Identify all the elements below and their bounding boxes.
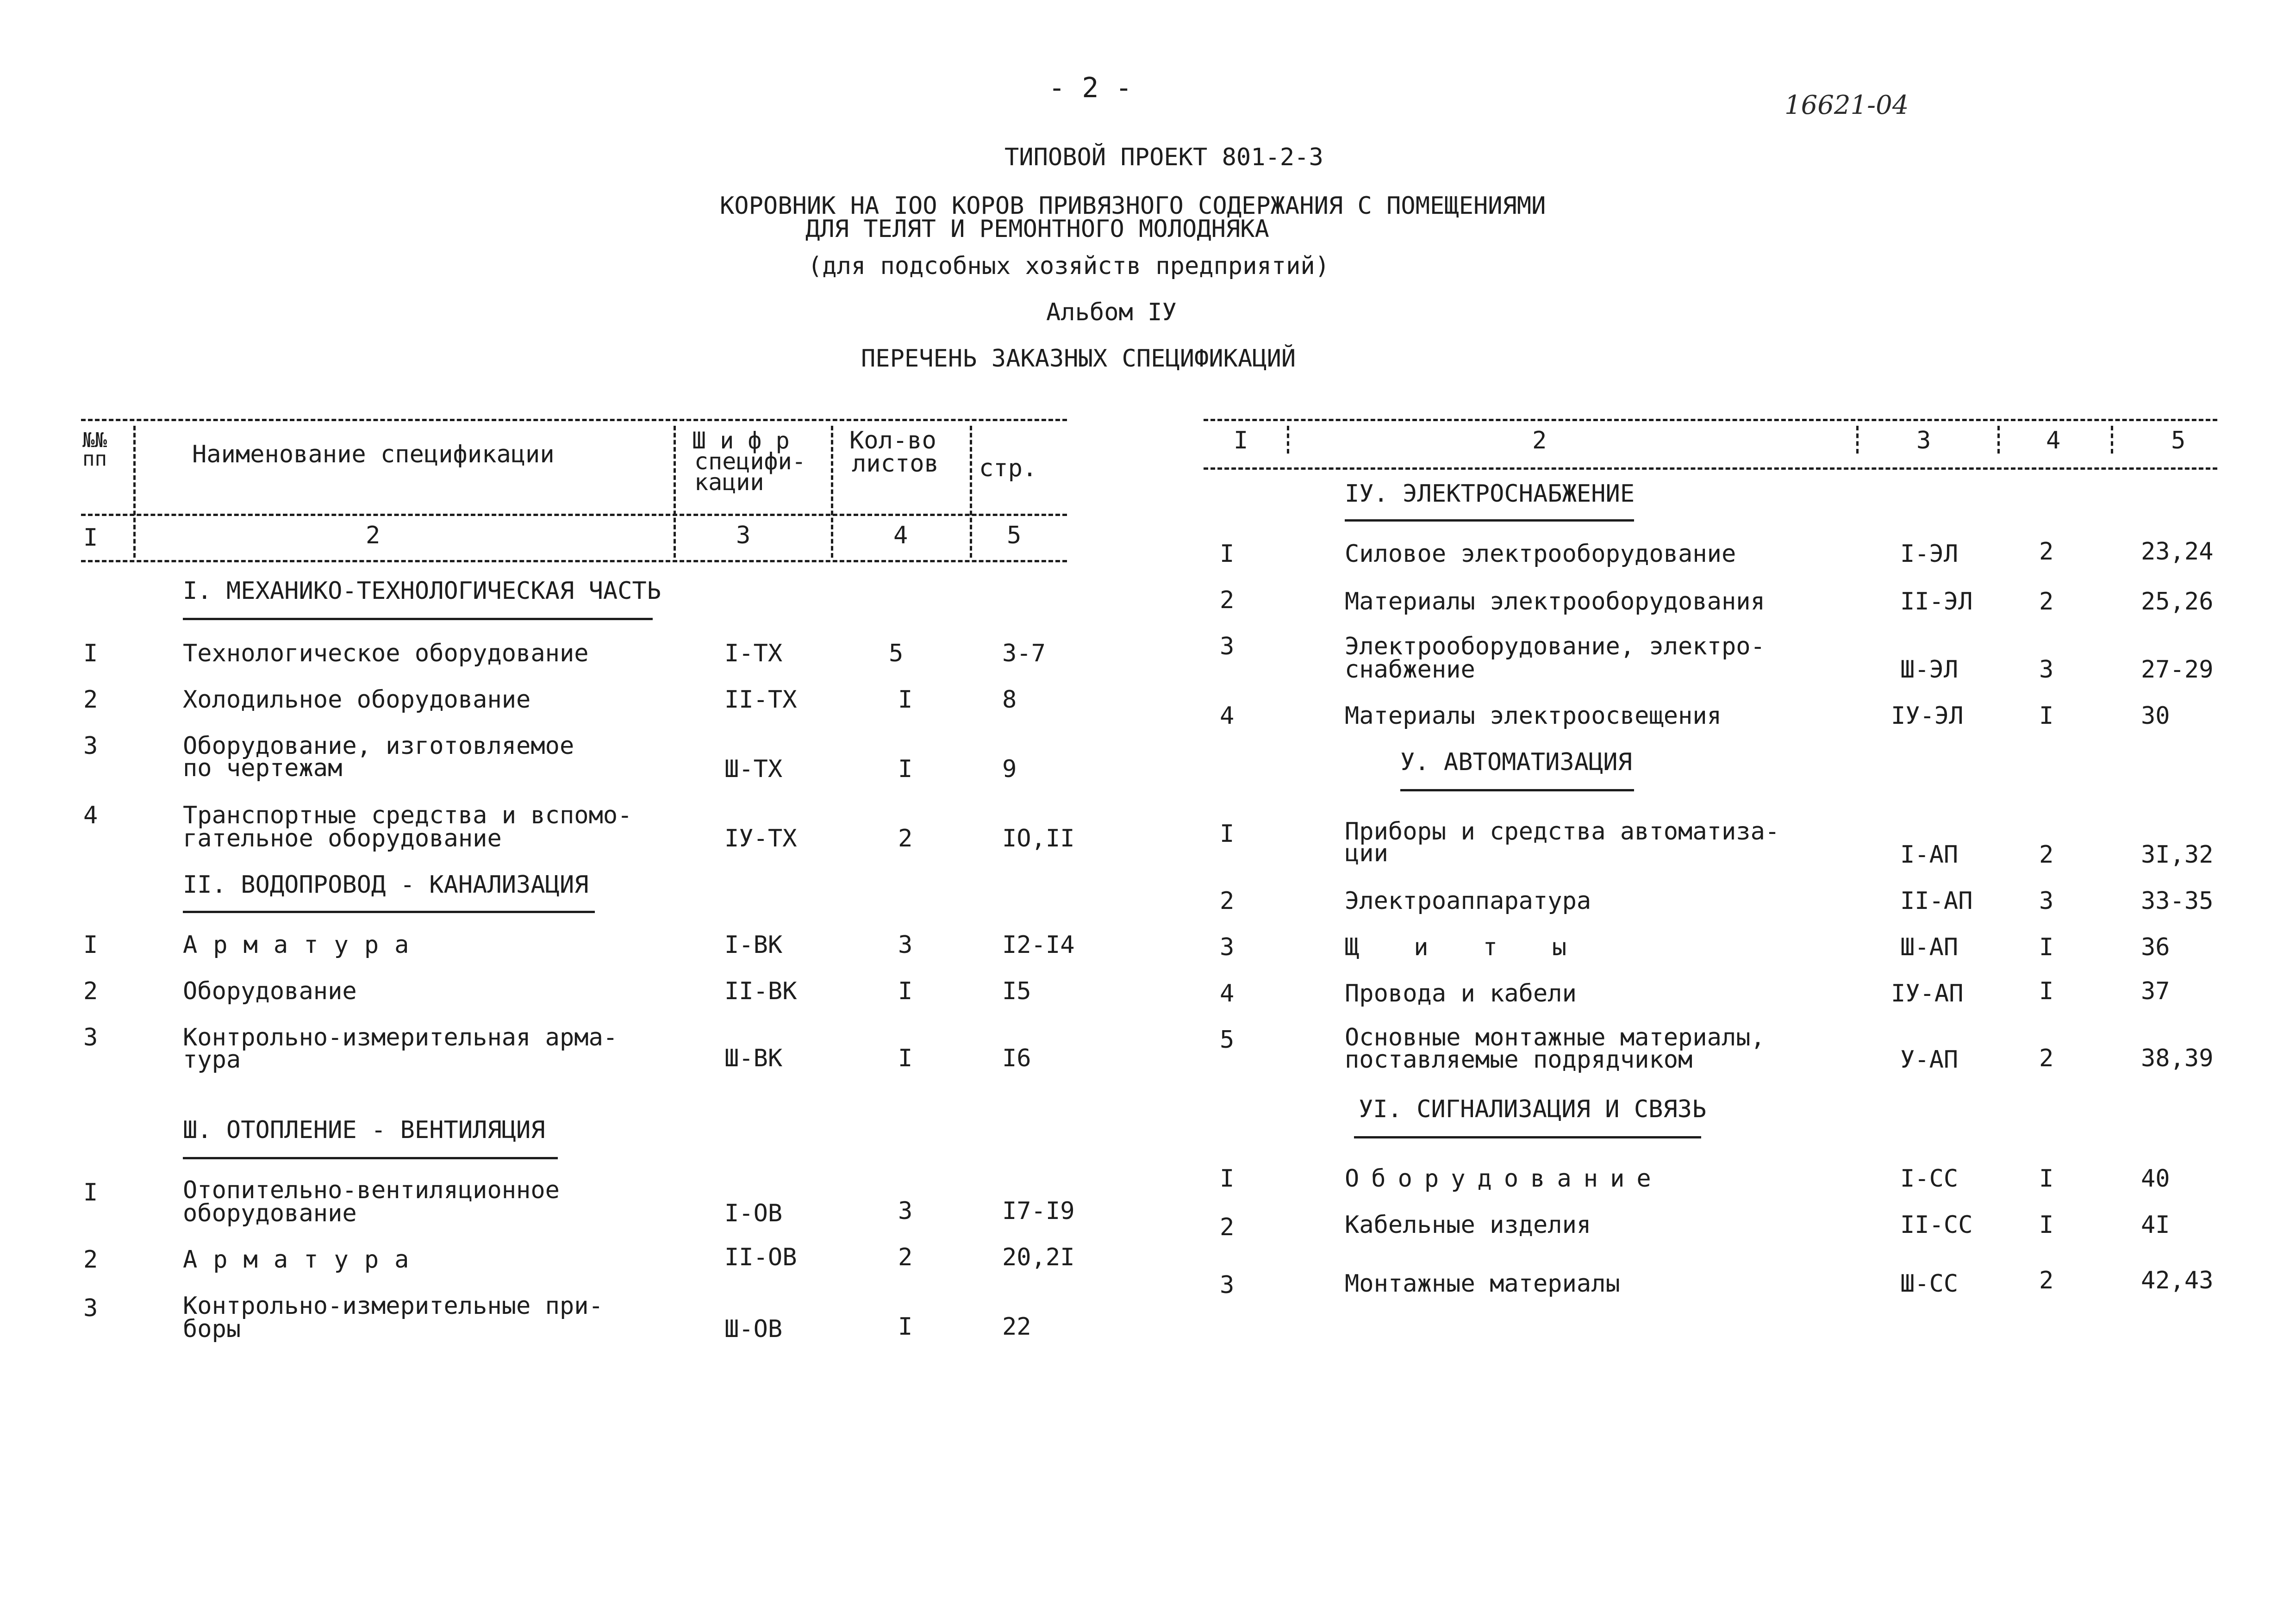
- row-no: 3: [1220, 1271, 1235, 1299]
- row-code: IУ-АП: [1891, 980, 1964, 1007]
- header-num-4: 4: [893, 522, 908, 549]
- header-col3-line1: Ш и ф р: [692, 427, 790, 454]
- row-name: Оборудование, изготовляемое: [183, 732, 574, 760]
- row-sheets: 2: [2039, 841, 2054, 869]
- row-sheets: I: [2039, 1211, 2054, 1239]
- row-sheets: 3: [898, 1197, 913, 1225]
- row-name: Контрольно-измерительные при-: [183, 1292, 603, 1320]
- row-sheets: 2: [2039, 588, 2054, 616]
- row-pages: 27-29: [2141, 656, 2214, 684]
- row-pages: 42,43: [2141, 1267, 2214, 1294]
- header-num-3: 3: [1916, 427, 1931, 454]
- row-pages: IO,II: [1002, 825, 1075, 852]
- header-col2: Наименование спецификации: [192, 441, 555, 468]
- title-line-2: ДЛЯ ТЕЛЯТ И РЕМОНТНОГО МОЛОДНЯКА: [805, 215, 1269, 243]
- row-sheets: I: [2039, 977, 2054, 1005]
- row-pages: 9: [1002, 755, 1017, 783]
- row-sheets: 2: [2039, 538, 2054, 566]
- header-rule: [1204, 419, 2217, 421]
- row-pages: 3-7: [1002, 640, 1046, 667]
- row-code: II-ЭЛ: [1900, 588, 1973, 616]
- row-name: Холодильное оборудование: [183, 686, 531, 714]
- row-code: II-АП: [1900, 887, 1973, 915]
- row-sheets: I: [898, 686, 913, 714]
- column-divider: [1997, 426, 2000, 454]
- row-sheets: I: [2039, 702, 2054, 730]
- row-no: 2: [1220, 1213, 1235, 1241]
- row-code: У-АП: [1900, 1046, 1959, 1074]
- row-name-cont: гательное оборудование: [183, 825, 502, 852]
- row-code: Ш-ОВ: [724, 1315, 783, 1343]
- header-col3-line2: специфи-: [694, 448, 806, 475]
- row-sheets: I: [898, 1045, 913, 1072]
- header-num-5: 5: [2171, 427, 2186, 454]
- row-no: 2: [1220, 887, 1235, 915]
- row-pages: I6: [1002, 1045, 1031, 1072]
- row-code: I-CC: [1900, 1165, 1959, 1193]
- row-pages: I5: [1002, 977, 1031, 1005]
- row-name-cont: оборудование: [183, 1200, 357, 1227]
- row-sheets: I: [898, 1313, 913, 1341]
- row-name-cont: боры: [183, 1315, 241, 1343]
- row-name: Оборудование: [1345, 1165, 1663, 1193]
- row-pages: 25,26: [2141, 588, 2214, 616]
- row-name: Арматура: [183, 931, 425, 959]
- row-no: 3: [1220, 933, 1235, 961]
- row-pages: 8: [1002, 686, 1017, 714]
- header-rule: [81, 514, 1067, 516]
- header-num-4: 4: [2046, 427, 2061, 454]
- row-name-cont: снабжение: [1345, 656, 1475, 684]
- header-num-2: 2: [366, 522, 381, 549]
- row-pages: 3I,32: [2141, 841, 2214, 869]
- section-underline: [1400, 789, 1634, 791]
- row-code: I-BK: [724, 931, 783, 959]
- row-pages: 37: [2141, 977, 2170, 1005]
- column-divider: [1856, 426, 1859, 454]
- row-no: 4: [1220, 980, 1235, 1007]
- row-no: 2: [1220, 586, 1235, 614]
- row-name: Оборудование: [183, 977, 357, 1005]
- header-num-1: I: [1234, 427, 1248, 454]
- section-title: II. ВОДОПРОВОД - КАНАЛИЗАЦИЯ: [183, 871, 589, 899]
- row-pages: I2-I4: [1002, 931, 1075, 959]
- row-code: Ш-ВК: [724, 1045, 783, 1072]
- section-underline: [1345, 519, 1634, 522]
- row-pages: 30: [2141, 702, 2170, 730]
- column-divider: [2111, 426, 2113, 454]
- row-code: IУ-ЭЛ: [1891, 702, 1964, 730]
- column-divider: [970, 426, 972, 558]
- row-name-cont: поставляемые подрядчиком: [1345, 1046, 1693, 1074]
- row-code: II-OB: [724, 1244, 797, 1271]
- header-num-1: I: [83, 524, 98, 552]
- header-col1-line1: №№: [82, 429, 107, 452]
- row-pages: 40: [2141, 1165, 2170, 1193]
- row-sheets: 2: [898, 1244, 913, 1271]
- section-title: У. АВТОМАТИЗАЦИЯ: [1400, 748, 1632, 776]
- row-no: I: [83, 640, 98, 667]
- row-no: I: [1220, 820, 1235, 848]
- row-name-cont: тура: [183, 1046, 241, 1074]
- row-sheets: I: [2039, 933, 2054, 961]
- row-code: I-TX: [724, 640, 783, 667]
- row-name: Отопительно-вентиляционное: [183, 1176, 560, 1204]
- row-no: 3: [1220, 633, 1235, 660]
- row-pages: 36: [2141, 933, 2170, 961]
- section-title: IУ. ЭЛЕКТРОСНАБЖЕНИЕ: [1345, 480, 1635, 508]
- row-pages: 22: [1002, 1313, 1031, 1341]
- section-title: УI. СИГНАЛИЗАЦИЯ И СВЯЗЬ: [1359, 1095, 1707, 1123]
- row-name: Технологическое оборудование: [183, 640, 589, 667]
- row-code: Ш-ЭЛ: [1900, 656, 1959, 684]
- row-no: 2: [83, 977, 98, 1005]
- row-sheets: 5: [889, 640, 904, 667]
- row-name: Арматура: [183, 1246, 425, 1274]
- header-col3-line3: кации: [694, 469, 764, 496]
- row-name-cont: ции: [1345, 839, 1388, 867]
- row-pages: 33-35: [2141, 887, 2214, 915]
- row-name: Материалы электроосвещения: [1345, 702, 1722, 730]
- row-name: Контрольно-измерительная арма-: [183, 1024, 618, 1051]
- row-code: I-ЭЛ: [1900, 540, 1959, 568]
- row-no: I: [83, 931, 98, 959]
- header-num-5: 5: [1007, 522, 1022, 549]
- row-code: IУ-ТХ: [724, 825, 797, 852]
- row-no: 4: [1220, 702, 1235, 730]
- section-title: I. МЕХАНИКО-ТЕХНОЛОГИЧЕСКАЯ ЧАСТЬ: [183, 577, 661, 605]
- header-rule: [81, 419, 1067, 421]
- row-no: 5: [1220, 1026, 1235, 1054]
- row-sheets: 3: [898, 931, 913, 959]
- row-no: I: [1220, 1165, 1235, 1193]
- row-sheets: 2: [2039, 1045, 2054, 1072]
- row-sheets: I: [898, 977, 913, 1005]
- section-underline: [183, 1157, 558, 1159]
- row-sheets: I: [2039, 1165, 2054, 1193]
- row-pages: I7-I9: [1002, 1197, 1075, 1225]
- header-col4-line1: Кол-во: [849, 427, 936, 454]
- row-no: 4: [83, 802, 98, 829]
- row-name: Транспортные средства и вспомо-: [183, 802, 632, 829]
- row-code: I-OB: [724, 1200, 783, 1227]
- row-name: Монтажные материалы: [1345, 1270, 1620, 1298]
- row-sheets: 2: [898, 825, 913, 852]
- page-number: - 2 -: [1048, 72, 1132, 104]
- row-name: Кабельные изделия: [1345, 1211, 1591, 1239]
- row-code: I-АП: [1900, 841, 1959, 869]
- row-no: I: [1220, 540, 1235, 568]
- row-no: I: [83, 1179, 98, 1206]
- row-name-cont: по чертежам: [183, 754, 343, 782]
- header-rule: [1204, 467, 2217, 470]
- header-rule: [81, 560, 1067, 562]
- project-line: ТИПОВОЙ ПРОЕКТ 801-2-3: [1004, 143, 1323, 171]
- row-name: Электроаппаратура: [1345, 887, 1591, 915]
- column-divider: [831, 426, 833, 558]
- subtitle: (для подсобных хозяйств предприятий): [808, 252, 1330, 280]
- row-no: 3: [83, 1024, 98, 1051]
- row-name: Щиты: [1345, 933, 1622, 961]
- row-code: Ш-ТХ: [724, 755, 783, 783]
- header-col1-line2: пп: [82, 447, 107, 471]
- header-col5: стр.: [979, 454, 1037, 482]
- row-name: Приборы и средства автоматиза-: [1345, 818, 1780, 846]
- section-underline: [183, 911, 595, 913]
- row-no: 3: [83, 1294, 98, 1322]
- row-no: 3: [83, 732, 98, 760]
- column-divider: [674, 426, 676, 558]
- list-title: ПЕРЕЧЕНЬ ЗАКАЗНЫХ СПЕЦИФИКАЦИЙ: [861, 345, 1296, 373]
- section-underline: [1354, 1136, 1701, 1138]
- header-col4-line2: листов: [852, 450, 939, 478]
- row-sheets: 2: [2039, 1267, 2054, 1294]
- row-name: Основные монтажные материалы,: [1345, 1024, 1765, 1051]
- row-code: II-BK: [724, 977, 797, 1005]
- header-num-2: 2: [1532, 427, 1547, 454]
- album-label: Альбом IУ: [1046, 298, 1177, 326]
- row-name: Провода и кабели: [1345, 980, 1577, 1007]
- row-sheets: 3: [2039, 656, 2054, 684]
- row-pages: 20,2I: [1002, 1244, 1075, 1271]
- inventory-number: 16621-04: [1784, 90, 1909, 120]
- column-divider: [133, 426, 136, 558]
- row-name: Силовое электрооборудование: [1345, 540, 1736, 568]
- row-name: Материалы электрооборудования: [1345, 588, 1765, 616]
- row-sheets: I: [898, 755, 913, 783]
- header-num-3: 3: [736, 522, 751, 549]
- row-name: Электрооборудование, электро-: [1345, 633, 1765, 660]
- row-no: 2: [83, 686, 98, 714]
- row-code: II-TX: [724, 686, 797, 714]
- row-sheets: 3: [2039, 887, 2054, 915]
- column-divider: [1287, 426, 1289, 454]
- row-code: II-CC: [1900, 1211, 1973, 1239]
- row-no: 2: [83, 1246, 98, 1274]
- section-title: Ш. ОТОПЛЕНИЕ - ВЕНТИЛЯЦИЯ: [183, 1116, 545, 1144]
- row-code: Ш-АП: [1900, 933, 1959, 961]
- title-line-1: КОРОВНИК НА IOO КОРОВ ПРИВЯЗНОГО СОДЕРЖАНИЯ С ПОМЕЩЕНИЯМИ: [720, 192, 1546, 220]
- row-pages: 23,24: [2141, 538, 2214, 566]
- section-underline: [183, 618, 653, 620]
- row-pages: 4I: [2141, 1211, 2170, 1239]
- row-pages: 38,39: [2141, 1045, 2214, 1072]
- row-code: Ш-СС: [1900, 1270, 1959, 1298]
